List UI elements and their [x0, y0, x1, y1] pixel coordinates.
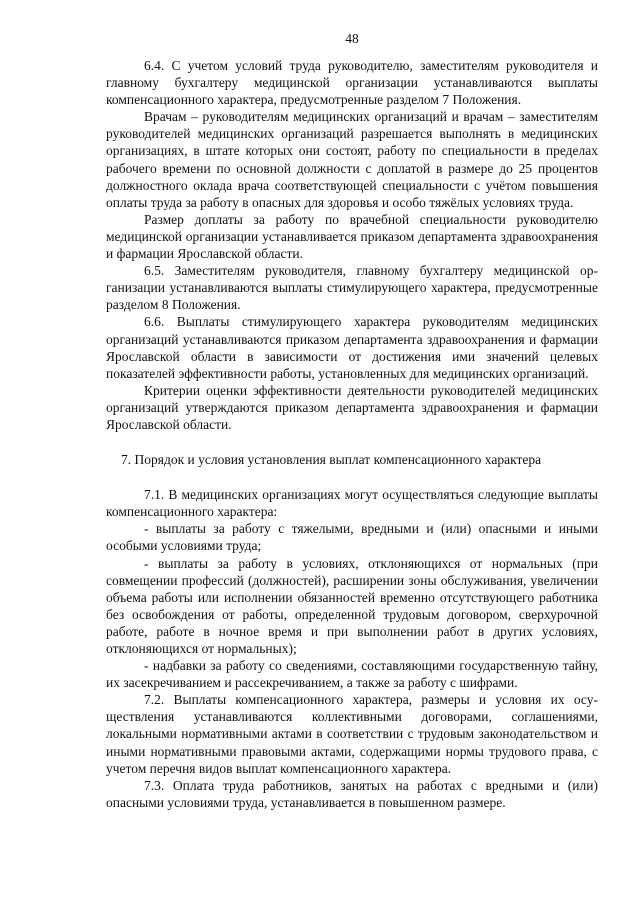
paragraph-6-4: 6.4. С учетом условий труда руководителю, заместителям руководителя и главному бухгалтеру медицинской организации устанавливаются выплаты компенсационного характера, предусмотренные разделом 7 Положения. [106, 58, 598, 108]
paragraph-6-6: 6.6. Выплаты стимулирующего характера руководителям медицинских организаций устанавливаются приказом департамента здравоохранения и фармации Ярославской области в зависимости от достижения ими значений целевых показателей эффективности работы, установленных для медицинских организаций. [106, 314, 598, 381]
section-heading: 7. Порядок и условия установления выплат компенсационного характера [121, 452, 542, 468]
paragraph-7-3: 7.3. Оплата труда работников, занятых на работах с вредными и (или) опасными условиями труда, устанавливается в повышенном размере. [106, 777, 598, 810]
paragraph-doctors-second-job: Врачам – руководителям медицинских организаций и врачам – заместителям руководителей медицинских организаций разрешается выполнять в медицинских организациях, в штате которых они состоят, работу по специальности в пределах рабочего времени по основной должности с доплатой в размере до 25 процентов должностного оклада врача соответствующей специальности с учётом повышения оплаты труда за работу в опасных для здоровья и особо тяжёлых условиях труда. [106, 109, 598, 210]
paragraph-7-2: 7.2. Выплаты компенсационного характера, размеры и условия их осуществления устанавливаются коллективными договорами, соглашениями, локальными нормативными актами в соответствии с трудовым законодательством и иными нормативными правовыми актами, содержащими нормы трудового права, с учетом перечня видов выплат компенсационного характера. [106, 692, 598, 776]
list-item-hard-conditions: - выплаты за работу с тяжелыми, вредными и (или) опасными и иными особыми условиями труда; [106, 521, 598, 554]
paragraph-doctor-pay-size: Размер доплаты за работу по врачебной специальности руководителю медицинской организации устанавливается приказом департамента здравоохранения и фармации Ярославской области. [106, 211, 598, 262]
paragraph-6-5: 6.5. Заместителям руководителя, главному бухгалтеру медицинской организации устанавливаются выплаты стимулирующего характера, предусмотренные разделом 8 Положения. [106, 263, 598, 313]
paragraph-7-1: 7.1. В медицинских организациях могут осуществляться следующие выплаты компенсационного характера: [106, 487, 598, 520]
list-item-abnormal-conditions: - выплаты за работу в условиях, отклоняющихся от нормальных (при совмещении профессий (должностей), расширении зоны обслуживания, увеличении объема работы или исполнении обязанностей временно отсутствующего работника без освобождения от работы, определенной трудовым договором, сверхурочной работе, работе в ночное время и при выполнении работ в других условиях, отклоняющихся от нормальных); [106, 555, 598, 656]
paragraph-efficiency-criteria: Критерии оценки эффективности деятельности руководителей медицинских организаций утверждаются приказом департамента здравоохранения и фармации Ярославской области. [106, 382, 598, 432]
list-item-state-secret: - надбавки за работу со сведениями, составляющими государственную тайну, их засекречиванием и рассекречиванием, а также за работу с шифрами. [106, 658, 598, 691]
page-number: 48 [345, 31, 359, 46]
